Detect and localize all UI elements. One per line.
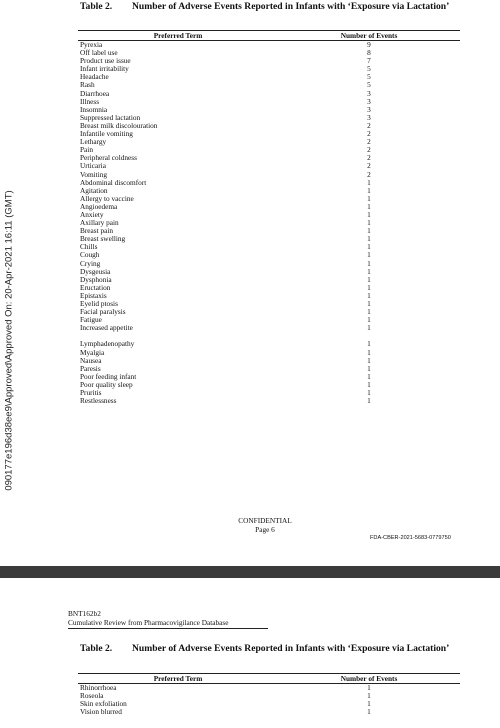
table-row <box>78 162 460 170</box>
preferred-term-cell: Dysphonia <box>80 274 112 284</box>
preferred-term-cell: Abdominal discomfort <box>80 177 147 187</box>
preferred-term-cell: Lymphadenopathy <box>80 339 135 349</box>
table-row <box>78 357 460 365</box>
table-header-row <box>78 31 460 41</box>
preferred-term-cell: Suppressed lactation <box>80 112 141 122</box>
table-row <box>78 49 460 57</box>
table-row <box>78 57 460 65</box>
event-count-cell: 9 <box>367 40 371 49</box>
event-count-cell: 2 <box>367 153 371 163</box>
preferred-term-cell: Skin exfoliation <box>80 699 127 709</box>
event-count-cell: 8 <box>367 48 371 58</box>
event-count-cell: 1 <box>367 250 371 260</box>
event-count-cell: 1 <box>367 683 371 692</box>
preferred-term-cell: Axillary pain <box>80 218 119 228</box>
event-count-cell: 1 <box>367 274 371 284</box>
event-count-cell: 1 <box>367 177 371 187</box>
table-row <box>78 708 460 716</box>
event-count-cell: 5 <box>367 72 371 82</box>
preferred-term-cell: Crying <box>80 258 101 268</box>
table-row <box>78 41 460 50</box>
preferred-term-cell: Headache <box>80 72 109 82</box>
table-row <box>78 381 460 389</box>
table-row <box>78 65 460 73</box>
table-row <box>78 227 460 235</box>
preferred-term-cell: Lethargy <box>80 137 107 147</box>
event-count-cell: 1 <box>367 226 371 236</box>
column-header-events: Number of Events <box>278 674 460 684</box>
preferred-term-cell: Pain <box>80 145 93 155</box>
preferred-term-cell: Allergy to vaccine <box>80 193 134 203</box>
event-count-cell: 1 <box>367 242 371 252</box>
approval-watermark-text: 090177e196d38ee9\Approved\Approved On: 20-Apr-2021 16:11 (GMT) <box>3 189 15 491</box>
event-count-cell: 3 <box>367 104 371 114</box>
table-row <box>78 684 460 693</box>
preferred-term-cell: Product use issue <box>80 56 131 66</box>
event-count-cell: 1 <box>367 290 371 300</box>
preferred-term-cell: Illness <box>80 96 100 106</box>
preferred-term-cell: Rash <box>80 80 95 90</box>
event-count-cell: 1 <box>367 355 371 365</box>
table-row <box>78 211 460 219</box>
table-header-row <box>78 674 460 684</box>
event-count-cell: 2 <box>367 129 371 139</box>
event-count-cell: 3 <box>367 88 371 98</box>
table-row <box>78 308 460 316</box>
table-row <box>78 243 460 251</box>
table-row <box>78 138 460 146</box>
preferred-term-cell: Breast milk discolouration <box>80 120 158 130</box>
table-row <box>78 340 460 348</box>
event-count-cell: 1 <box>367 307 371 317</box>
table-row <box>78 260 460 268</box>
table-row <box>78 235 460 243</box>
event-count-cell: 2 <box>367 169 371 179</box>
table-row <box>78 73 460 81</box>
table-row <box>78 203 460 211</box>
confidential-label: CONFIDENTIAL <box>238 516 292 525</box>
preferred-term-cell: Roseola <box>80 691 104 701</box>
preferred-term-cell: Infant irritability <box>80 64 129 74</box>
preferred-term-cell: Angioedema <box>80 201 118 211</box>
table-row <box>78 397 460 405</box>
table-row <box>78 373 460 381</box>
table-row <box>78 316 460 324</box>
table-row <box>78 292 460 300</box>
table-title-text: Number of Adverse Events Reported in Infants with ‘Exposure via Lactation’ <box>132 643 450 654</box>
table-row <box>78 219 460 227</box>
table-row <box>78 700 460 708</box>
preferred-term-cell: Rhinorrhoea <box>80 683 117 692</box>
table-row <box>78 389 460 397</box>
event-count-cell: 1 <box>367 363 371 373</box>
table-row <box>78 98 460 106</box>
table-row <box>78 251 460 259</box>
table-row <box>78 154 460 162</box>
preferred-term-cell: Poor feeding infant <box>80 371 137 381</box>
preferred-term-cell: Facial paralysis <box>80 307 126 317</box>
preferred-term-cell: Fatigue <box>80 315 102 325</box>
table-number: Table 2. <box>80 1 113 12</box>
event-count-cell: 1 <box>367 209 371 219</box>
event-count-cell: 1 <box>367 339 371 349</box>
preferred-term-cell: Myalgia <box>80 347 105 357</box>
preferred-term-cell: Eructation <box>80 282 111 292</box>
preferred-term-cell: Poor quality sleep <box>80 379 133 389</box>
preferred-term-cell: Vomiting <box>80 169 108 179</box>
event-count-cell: 1 <box>367 258 371 268</box>
event-count-cell: 1 <box>367 193 371 203</box>
event-count-cell: 1 <box>367 707 371 717</box>
event-count-cell: 5 <box>367 64 371 74</box>
event-count-cell: 5 <box>367 80 371 90</box>
table-body <box>78 41 460 406</box>
table-row <box>78 324 460 332</box>
preferred-term-cell: Increased appetite <box>80 323 133 333</box>
preferred-term-cell: Dysgeusia <box>80 266 111 276</box>
preferred-term-cell: Peripheral coldness <box>80 153 137 163</box>
table-row <box>78 284 460 292</box>
event-count-cell: 1 <box>367 379 371 389</box>
event-count-cell: 1 <box>367 323 371 333</box>
event-count-cell: 3 <box>367 112 371 122</box>
table-row <box>78 268 460 276</box>
event-count-cell: 2 <box>367 161 371 171</box>
report-subtitle: Cumulative Review from Pharmacovigilance Database <box>68 617 229 627</box>
column-header-events: Number of Events <box>278 31 460 41</box>
table-row <box>78 90 460 98</box>
preferred-term-cell: Anxiety <box>80 209 104 219</box>
preferred-term-cell: Breast swelling <box>80 234 126 244</box>
preferred-term-cell: Infantile vomiting <box>80 129 133 139</box>
page-footer <box>180 517 350 534</box>
event-count-cell: 1 <box>367 218 371 228</box>
page-separator <box>0 566 500 578</box>
event-count-cell: 1 <box>367 201 371 211</box>
table-row <box>78 81 460 89</box>
event-count-cell: 1 <box>367 299 371 308</box>
preferred-term-cell: Chills <box>80 242 98 252</box>
preferred-term-cell: Breast pain <box>80 226 114 236</box>
page-header <box>68 610 268 629</box>
event-count-cell: 1 <box>367 266 371 276</box>
table-number: Table 2. <box>80 643 113 654</box>
document-id: FDA-CBER-2021-5683-0779750 <box>370 535 451 541</box>
product-name: BNT162b2 <box>68 609 101 618</box>
event-count-cell: 7 <box>367 56 371 66</box>
event-count-cell: 2 <box>367 137 371 147</box>
table-row-blank <box>78 332 460 340</box>
column-header-term: Preferred Term <box>78 31 278 41</box>
table-row <box>78 122 460 130</box>
preferred-term-cell: Agitation <box>80 185 108 195</box>
event-count-cell: 1 <box>367 347 371 357</box>
table-row <box>78 349 460 357</box>
preferred-term-cell: Vision blurred <box>80 707 122 717</box>
table-body <box>78 684 460 717</box>
table-row <box>78 130 460 138</box>
adverse-events-table <box>78 30 460 405</box>
adverse-events-table-continued <box>78 673 460 716</box>
preferred-term-cell: Off label use <box>80 48 118 58</box>
event-count-cell: 1 <box>367 234 371 244</box>
document-page-7 <box>0 578 500 728</box>
table-row <box>78 195 460 203</box>
preferred-term-cell: Insomnia <box>80 104 108 114</box>
preferred-term-cell: Nausea <box>80 355 102 365</box>
event-count-cell: 1 <box>367 396 371 406</box>
preferred-term-cell: Eyelid ptosis <box>80 299 118 308</box>
preferred-term-cell: Restlessness <box>80 396 117 406</box>
table-row <box>78 300 460 308</box>
preferred-term-cell: Epistaxis <box>80 290 107 300</box>
preferred-term-cell: Paresis <box>80 363 101 373</box>
preferred-term-cell: Cough <box>80 250 100 260</box>
table-title-text: Number of Adverse Events Reported in Infants with ‘Exposure via Lactation’ <box>132 1 450 12</box>
event-count-cell: 1 <box>367 388 371 398</box>
event-count-cell: 1 <box>367 185 371 195</box>
event-count-cell: 3 <box>367 96 371 106</box>
event-count-cell: 1 <box>367 371 371 381</box>
event-count-cell: 1 <box>367 282 371 292</box>
page-number: Page 6 <box>255 524 275 534</box>
preferred-term-cell: Pyrexia <box>80 40 103 49</box>
approval-watermark <box>2 170 16 510</box>
preferred-term-cell: Urticaria <box>80 161 106 171</box>
column-header-term: Preferred Term <box>78 674 278 684</box>
table-row <box>78 179 460 187</box>
event-count-cell: 2 <box>367 145 371 155</box>
table-row <box>78 692 460 700</box>
preferred-term-cell: Pruritis <box>80 388 102 398</box>
preferred-term-cell: Diarrhoea <box>80 88 110 98</box>
event-count-cell: 1 <box>367 699 371 709</box>
event-count-cell: 1 <box>367 691 371 701</box>
event-count-cell: 1 <box>367 315 371 325</box>
event-count-cell: 2 <box>367 120 371 130</box>
table-row <box>78 276 460 284</box>
table-row <box>78 187 460 195</box>
